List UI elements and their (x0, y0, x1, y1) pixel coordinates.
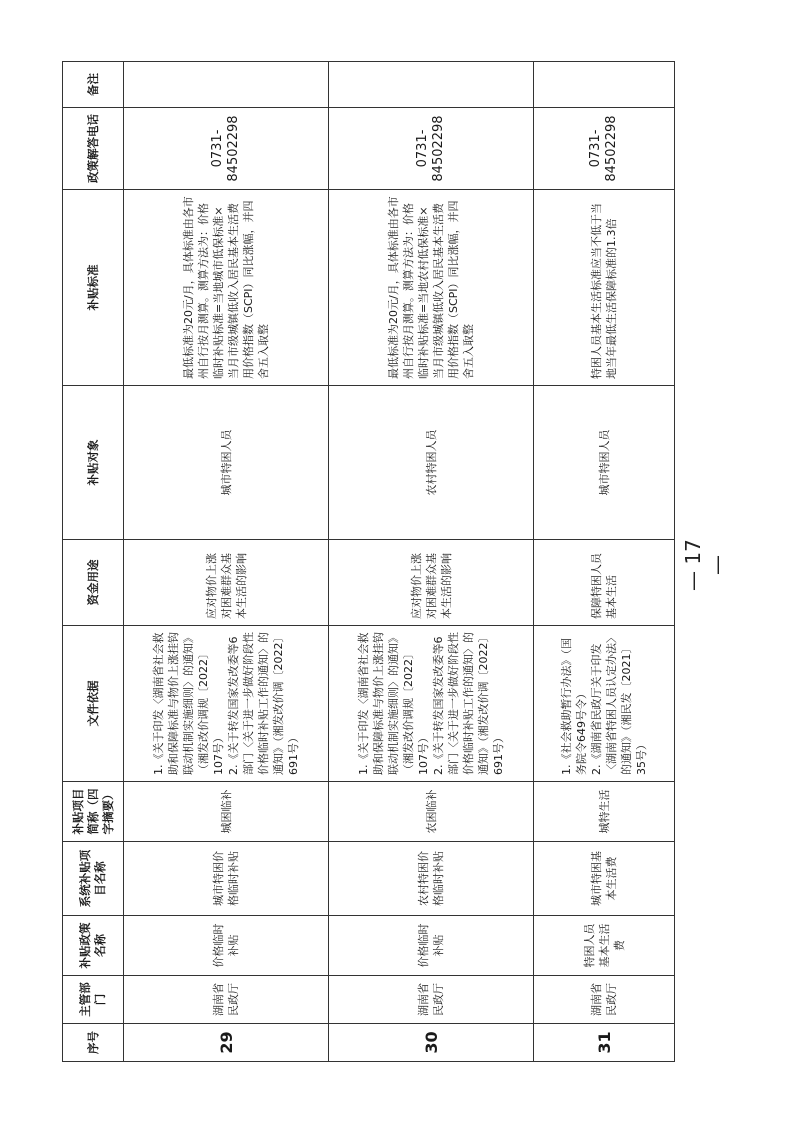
table-row (124, 62, 329, 1062)
row-phone: 0731-84502298 (124, 108, 329, 190)
row-system-item: 城市特困基本生活费 (534, 842, 675, 916)
header-basis: 文件依据 (63, 626, 124, 782)
row-no: 30 (329, 1024, 534, 1062)
row-abbr: 农困临补 (329, 782, 534, 842)
rotated-page (62, 62, 729, 1062)
row-policy: 价格临时补贴 (124, 916, 329, 976)
row-standard: 最低标准为20元/月，具体标准由各市州自行按月测算。测算方法为：价格临时补贴标准=当地农村低保标准×当月市级城镇低收入居民基本生活费用价格指数（SCPI）同比涨幅，并四舍五入取整 (329, 190, 534, 386)
row-system-item: 农村特困价格临时补贴 (329, 842, 534, 916)
row-basis: 1.《社会救助暂行办法》（国务院令649号令） 2.《湖南省民政厅关于印发〈湖南省特困人员认定办法〉的通知》（湘民发〔2021〕35号） (534, 626, 675, 782)
row-system-item: 城市特困价格临时补贴 (124, 842, 329, 916)
row-abbr: 城困临补 (124, 782, 329, 842)
page-number: — 17 — (681, 539, 729, 591)
header-policy: 补贴政策名称 (63, 916, 124, 976)
row-use: 保障特困人员基本生活 (534, 540, 675, 626)
header-note: 备注 (63, 62, 124, 108)
row-target: 农村特困人员 (329, 386, 534, 540)
header-abbr: 补贴项目简称（四字摘要） (63, 782, 124, 842)
row-phone: 0731-84502298 (534, 108, 675, 190)
subsidy-table (62, 61, 675, 1062)
header-system-item: 系统补贴项目名称 (63, 842, 124, 916)
row-note (124, 62, 329, 108)
row-note (329, 62, 534, 108)
row-target: 城市特困人员 (534, 386, 675, 540)
row-standard: 最低标准为20元/月，具体标准由各市州自行按月测算。测算方法为：价格临时补贴标准=当地城市低保标准×当月市级城镇低收入居民基本生活费用价格指数（SCPI）同比涨幅，并四舍五入取整 (124, 190, 329, 386)
row-phone: 0731-84502298 (329, 108, 534, 190)
row-dept: 湖南省民政厅 (534, 976, 675, 1024)
header-no: 序号 (63, 1024, 124, 1062)
row-policy: 价格临时补贴 (329, 916, 534, 976)
row-dept: 湖南省民政厅 (124, 976, 329, 1024)
row-use: 应对物价上涨对困难群众基本生活的影响 (124, 540, 329, 626)
row-basis: 1.《关于印发〈湖南省社会救助和保障标准与物价上涨挂钩联动机制实施细则〉的通知》（湘发改价调规〔2022〕107号） 2.《关于转发国家发改委等6部门〈关于进一步做好阶段性价格临时补贴工作的通知〉的通知》（湘发改价调〔2022〕691号） (329, 626, 534, 782)
header-use: 资金用途 (63, 540, 124, 626)
row-dept: 湖南省民政厅 (329, 976, 534, 1024)
header-target: 补贴对象 (63, 386, 124, 540)
row-use: 应对物价上涨对困难群众基本生活的影响 (329, 540, 534, 626)
row-policy: 特困人员基本生活费 (534, 916, 675, 976)
table-row (329, 62, 534, 1062)
row-basis: 1.《关于印发〈湖南省社会救助和保障标准与物价上涨挂钩联动机制实施细则〉的通知》（湘发改价调规〔2022〕107号） 2.《关于转发国家发改委等6部门〈关于进一步做好阶段性价格临时补贴工作的通知〉的通知》（湘发改价调〔2022〕691号） (124, 626, 329, 782)
row-standard: 特困人员基本生活标准应当不低于当地当年最低生活保障标准的1.3倍 (534, 190, 675, 386)
row-abbr: 城特生活 (534, 782, 675, 842)
row-target: 城市特困人员 (124, 386, 329, 540)
header-dept: 主管部门 (63, 976, 124, 1024)
table-header-row (63, 62, 124, 1062)
header-standard: 补贴标准 (63, 190, 124, 386)
row-note (534, 62, 675, 108)
row-no: 29 (124, 1024, 329, 1062)
header-phone: 政策解答电话 (63, 108, 124, 190)
table-row (534, 62, 675, 1062)
row-no: 31 (534, 1024, 675, 1062)
